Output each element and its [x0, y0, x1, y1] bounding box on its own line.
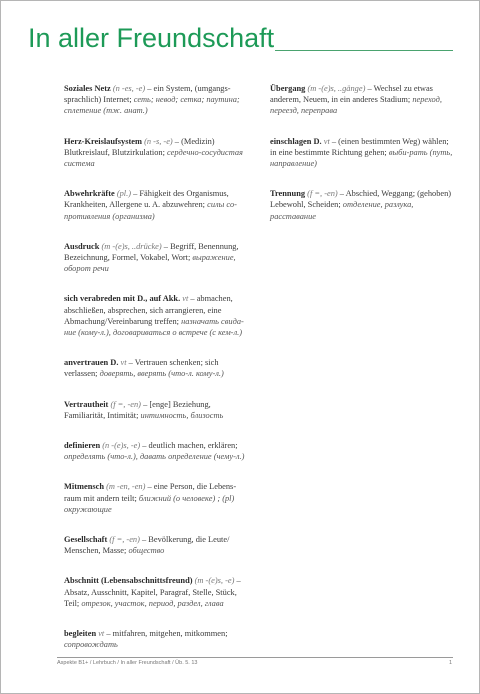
entry-grammar: vt: [323, 136, 330, 146]
entry-grammar: vt: [120, 358, 127, 368]
glossary-entry: [57, 575, 247, 609]
entry-grammar: (n -(e)s, -e): [102, 441, 141, 451]
entry-definition: – eine Person, die Lebens-raum mit andern teilt;: [64, 482, 237, 503]
page-number: 1: [449, 660, 453, 666]
entry-grammar: (m -(e)s, -e): [194, 576, 235, 586]
glossary-entry: [57, 83, 247, 117]
entry-translation: выражение, оборот речи: [64, 253, 236, 274]
glossary-entry: [57, 481, 247, 515]
entry-grammar: (m -en, -en): [106, 482, 146, 492]
left-column: [57, 83, 247, 670]
entry-definition: – (Medizin) Blutkreislauf, Blutzirkulation;: [64, 136, 215, 157]
entry-definition: – mitfahren, mitgehen, mitkommen;: [104, 629, 228, 639]
entry-translation: переход, переезд, переправа: [270, 95, 442, 116]
glossary-entry: [263, 188, 453, 222]
entry-definition: – Abschied, Weggang; (gehoben) Lebewohl, Scheiden;: [270, 189, 452, 210]
entry-translation: общество: [128, 546, 165, 556]
entry-definition: – Begriff, Benennung, Bezeichnung, Formel, Vokabel, Wort;: [64, 241, 239, 263]
title-underline: [275, 50, 453, 51]
entry-grammar: vt: [98, 629, 105, 639]
entry-lemma: begleiten: [64, 629, 97, 639]
glossary-entry: [57, 534, 247, 556]
entry-lemma: Trennung: [270, 189, 306, 199]
entry-lemma: Übergang: [270, 84, 306, 93]
right-column: [263, 83, 453, 241]
entry-definition: – abmachen, abschließen, absprechen, sich arrangieren, eine Abmachung/Vereinbarung treffen;: [64, 294, 233, 326]
glossary-entry: [263, 136, 453, 170]
entry-definition: – [enge] Beziehung, Familiarität, Intimität;: [64, 399, 211, 420]
glossary-entry: [57, 440, 247, 462]
entry-grammar: (f =, -en): [110, 399, 141, 409]
entry-definition: – Absatz, Ausschnitt, Kapitel, Paragraf, Stelle, Stück, Teil;: [64, 576, 241, 608]
glossary-entry: [57, 293, 247, 338]
entry-lemma: sich verabreden mit D., auf Akk.: [64, 294, 181, 304]
entry-definition: – deutlich machen, erklären;: [140, 441, 238, 451]
entry-lemma: Vertrautheit: [64, 399, 109, 409]
glossary-entry: [57, 399, 247, 421]
glossary-entry: [263, 83, 453, 117]
entry-translation: силы со-противления (организма): [64, 200, 237, 221]
entry-translation: отделение, разлука, расставание: [270, 200, 414, 221]
entry-grammar: vt: [182, 294, 189, 304]
entry-translation: сопровождать: [64, 640, 118, 650]
entry-grammar: (m -(e)s, ..gänge): [307, 84, 366, 93]
entry-lemma: Gesellschaft: [64, 535, 108, 545]
entry-translation: выби-рать (путь, направление): [270, 147, 453, 169]
entry-translation: доверять, вверять (что-л. кому-л.): [99, 369, 224, 379]
glossary-entry: [57, 357, 247, 379]
entry-translation: сеть; невод; сетка; паутина; сплетение (тж. анат.): [64, 95, 240, 116]
entry-grammar: (f =, -en): [109, 535, 140, 545]
entry-lemma: Abwehrkräfte: [64, 189, 115, 199]
entry-translation: ближний (о человеке) ; (pl) окружающие: [64, 493, 235, 514]
glossary-entry: [57, 241, 247, 275]
entry-lemma: Herz-Kreislaufsystem: [64, 136, 142, 146]
entry-lemma: anvertrauen D.: [64, 358, 119, 368]
entry-translation: интимность, близость: [140, 410, 224, 420]
entry-definition: – Vertrauen schenken; sich verlassen;: [64, 358, 219, 379]
footer-text: Aspekte B1+ / Lehrbuch / In aller Freundschaft / Üb. 5. 13: [57, 660, 198, 666]
entry-translation: определять (что-л.), давать определение (чему-л.): [64, 452, 245, 462]
entry-definition: – Fähigkeit des Organismus, Krankheiten, Allergene u. A. abzuwehren;: [64, 189, 229, 210]
entry-definition: – (einen bestimmten Weg) wählen; in eine bestimmte Richtung gehen;: [270, 136, 449, 157]
page-title: In aller Freundschaft: [28, 23, 275, 53]
entry-translation: назначать свида-ние (кому-л.), договариваться о встрече (с кем-л.): [64, 316, 244, 338]
entry-lemma: Mitmensch: [64, 482, 105, 492]
entry-grammar: (n -es, -e): [112, 84, 146, 93]
entry-grammar: (pl.): [116, 189, 131, 199]
entry-definition: – ein System, (umgangs-sprachlich) Internet;: [64, 84, 231, 105]
glossary-entry: [57, 188, 247, 222]
entry-translation: сердечно-сосудистая система: [64, 147, 243, 169]
footer-divider: [57, 657, 453, 658]
entry-definition: – Bevölkerung, die Leute/ Menschen, Masse;: [64, 535, 230, 556]
entry-lemma: definieren: [64, 441, 101, 451]
entry-lemma: Ausdruck: [64, 241, 100, 251]
entry-translation: отрезок, участок, период, раздел, глава: [81, 598, 224, 608]
entry-lemma: Soziales Netz: [64, 84, 111, 93]
entry-definition: – Wechsel zu etwas anderem, Neuem, in ein anderes Stadium;: [270, 84, 433, 105]
glossary-entry: [57, 136, 247, 170]
entry-grammar: (n -s, -e): [144, 136, 173, 146]
entry-lemma: einschlagen D.: [270, 136, 322, 146]
entry-grammar: (f =, -en): [307, 189, 338, 199]
entry-grammar: (m -(e)s, ..drücke): [101, 241, 162, 251]
glossary-entry: [57, 628, 247, 650]
entry-lemma: Abschnitt (Lebensabschnittsfreund): [64, 576, 193, 586]
